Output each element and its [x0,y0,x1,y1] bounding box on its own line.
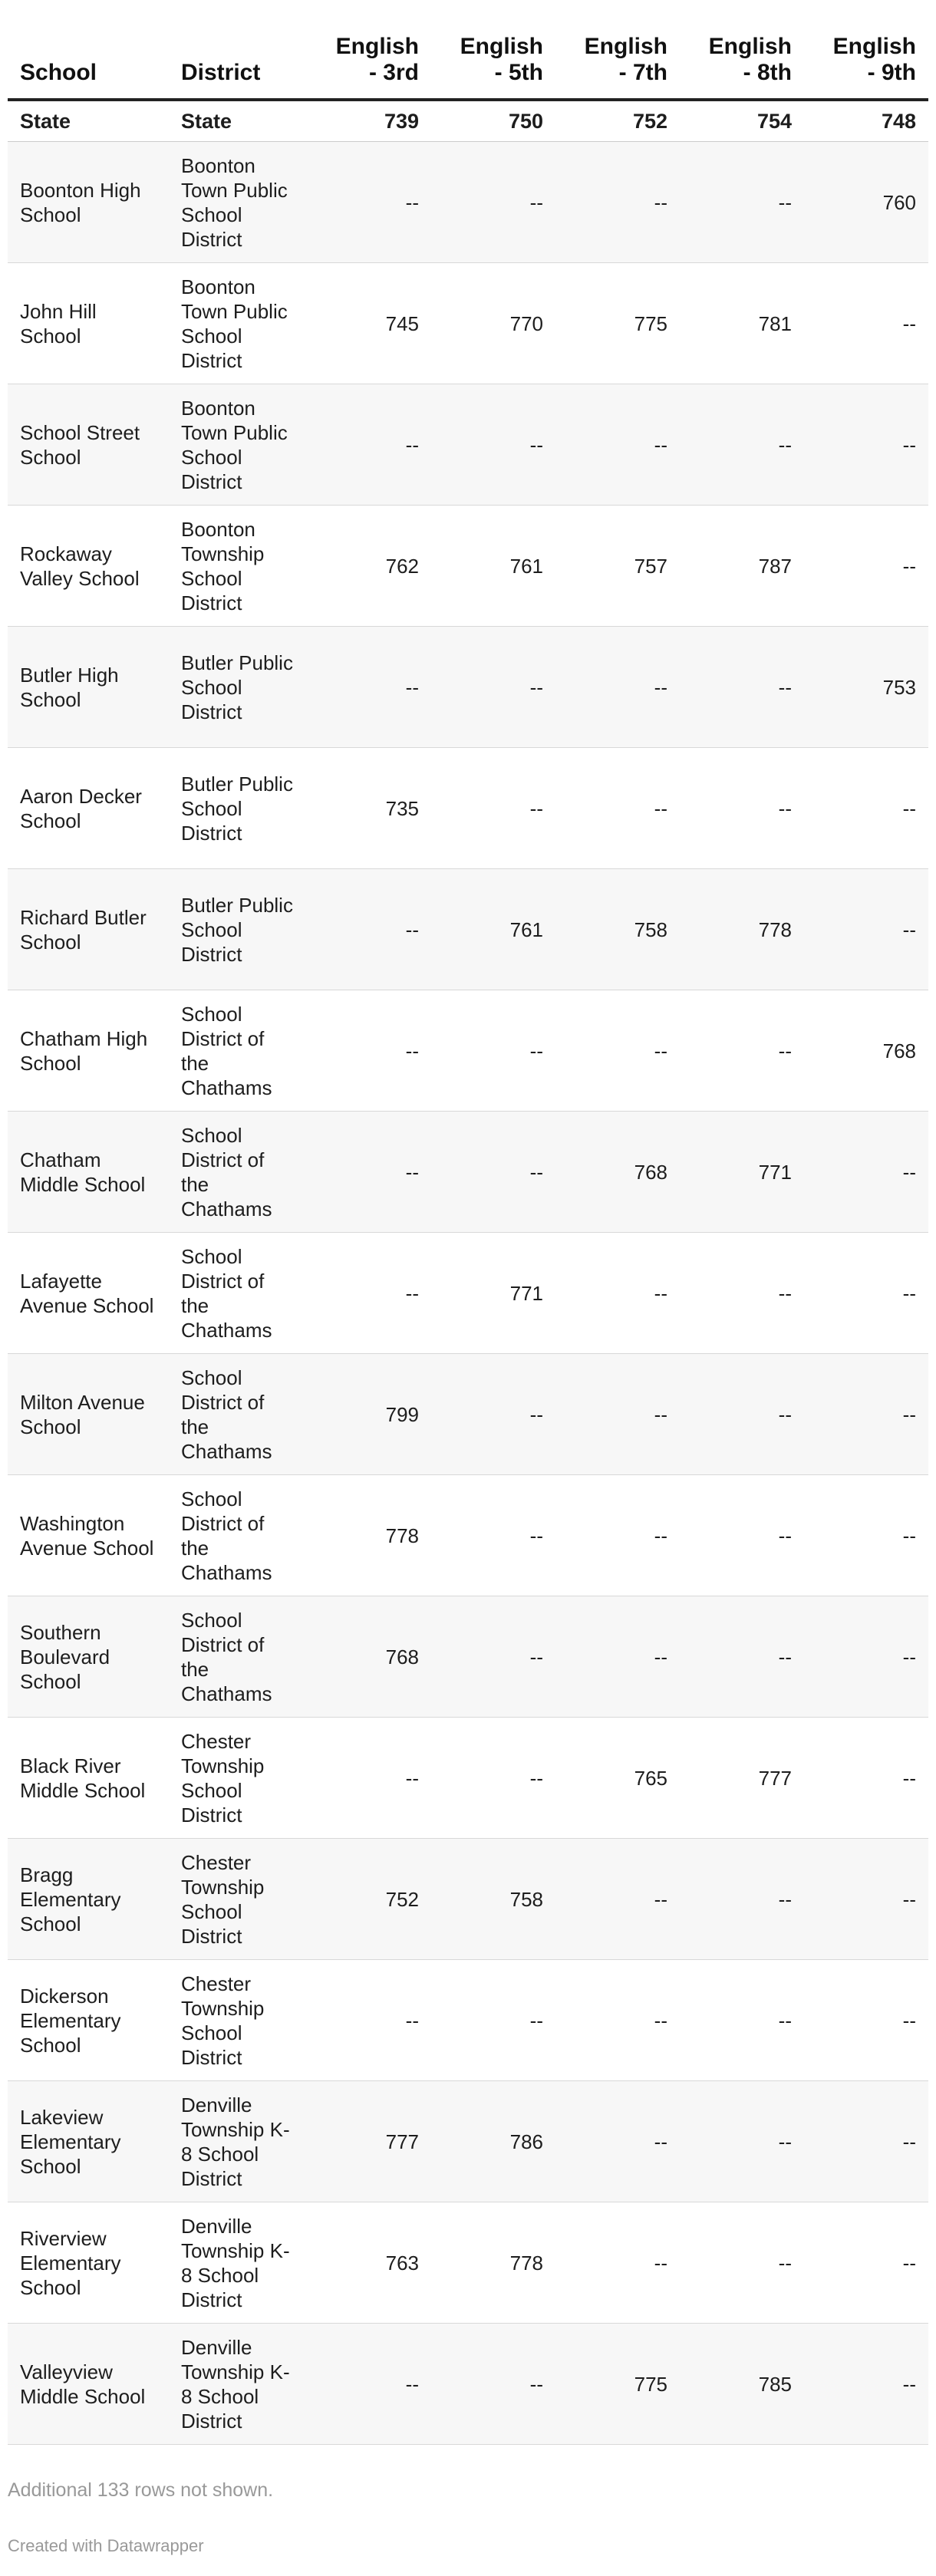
score-cell: 761 [431,869,555,990]
score-cell: -- [804,1596,928,1718]
column-header-text: - 3rd [368,60,419,85]
column-header-text: English [832,34,916,59]
score-cell: 753 [804,627,928,748]
state-score-cell: 752 [555,100,680,142]
column-header-text: School [20,60,97,85]
school-name-cell: Aaron Decker School [8,748,169,869]
column-header-text: - 8th [743,60,792,85]
score-cell: -- [804,748,928,869]
table-row [8,1960,928,2081]
table-row [8,1718,928,1839]
state-label-cell: State [8,100,169,142]
school-name-cell: John Hill School [8,263,169,384]
column-header-text: - 9th [867,60,916,85]
table-row [8,2202,928,2324]
score-cell: -- [680,990,804,1112]
school-name-cell: Milton Avenue School [8,1354,169,1475]
table-row [8,1112,928,1233]
school-name-cell: School Street School [8,384,169,506]
column-header-text: - 7th [618,60,667,85]
score-cell: 775 [555,263,680,384]
score-cell: -- [804,506,928,627]
column-header-text: English [584,34,667,59]
score-cell: 778 [680,869,804,990]
district-name-cell: School District of the Chathams [169,1475,307,1596]
score-cell: -- [804,1475,928,1596]
score-cell: 777 [307,2081,431,2202]
table-row [8,1354,928,1475]
district-name-cell: Butler Public School District [169,869,307,990]
score-cell: -- [555,142,680,263]
school-name-cell: Riverview Elementary School [8,2202,169,2324]
score-cell: -- [431,990,555,1112]
state-average-row [8,100,928,142]
score-cell: -- [804,1354,928,1475]
score-cell: -- [431,1596,555,1718]
score-cell: -- [555,384,680,506]
score-cell: -- [680,1839,804,1960]
score-cell: 781 [680,263,804,384]
score-cell: -- [431,1960,555,2081]
header-row [8,23,928,100]
score-cell: 771 [680,1112,804,1233]
score-cell: -- [804,869,928,990]
table-row [8,1596,928,1718]
score-cell: -- [307,1960,431,2081]
score-cell: -- [804,1839,928,1960]
data-table-container [8,23,928,2445]
score-cell: -- [680,1960,804,2081]
score-cell: 752 [307,1839,431,1960]
column-header-english-5[interactable] [680,23,804,100]
column-header-school[interactable] [8,23,169,100]
score-cell: 770 [431,263,555,384]
score-cell: -- [680,1233,804,1354]
school-name-cell: Washington Avenue School [8,1475,169,1596]
district-name-cell: Boonton Town Public School District [169,384,307,506]
score-cell: 786 [431,2081,555,2202]
district-name-cell: Denville Township K-8 School District [169,2081,307,2202]
school-name-cell: Black River Middle School [8,1718,169,1839]
score-cell: 757 [555,506,680,627]
score-cell: -- [680,748,804,869]
column-header-district[interactable] [169,23,307,100]
score-cell: 785 [680,2324,804,2445]
district-name-cell: Butler Public School District [169,627,307,748]
score-cell: -- [555,2202,680,2324]
table-row [8,506,928,627]
state-score-cell: 754 [680,100,804,142]
column-header-english-4[interactable] [555,23,680,100]
school-name-cell: Butler High School [8,627,169,748]
table-row [8,2081,928,2202]
school-name-cell: Chatham High School [8,990,169,1112]
table-row [8,990,928,1112]
score-cell: -- [307,990,431,1112]
table-row [8,627,928,748]
score-cell: -- [680,384,804,506]
score-cell: 777 [680,1718,804,1839]
table-header [8,23,928,100]
table-row [8,748,928,869]
score-cell: -- [804,1718,928,1839]
score-cell: 762 [307,506,431,627]
score-cell: -- [431,1718,555,1839]
score-cell: -- [555,1475,680,1596]
column-header-english-2[interactable] [307,23,431,100]
score-cell: -- [431,748,555,869]
score-cell: 799 [307,1354,431,1475]
score-cell: -- [804,1960,928,2081]
score-cell: -- [431,384,555,506]
column-header-text: English [335,34,419,59]
score-cell: -- [307,1233,431,1354]
score-cell: -- [431,1112,555,1233]
school-name-cell: Chatham Middle School [8,1112,169,1233]
table-row [8,263,928,384]
table-row [8,2324,928,2445]
score-cell: -- [555,1354,680,1475]
score-cell: -- [680,2081,804,2202]
district-name-cell: Boonton Township School District [169,506,307,627]
school-name-cell: Richard Butler School [8,869,169,990]
table-row [8,1233,928,1354]
score-cell: -- [307,627,431,748]
score-cell: -- [555,2081,680,2202]
score-cell: -- [680,142,804,263]
state-score-cell: 739 [307,100,431,142]
district-name-cell: Boonton Town Public School District [169,263,307,384]
state-district-cell: State [169,100,307,142]
score-cell: 763 [307,2202,431,2324]
district-name-cell: Butler Public School District [169,748,307,869]
score-cell: -- [431,1354,555,1475]
score-cell: -- [555,990,680,1112]
column-header-english-3[interactable] [431,23,555,100]
score-cell: 765 [555,1718,680,1839]
table-row [8,384,928,506]
table-body [8,100,928,2445]
score-cell: -- [804,2324,928,2445]
district-name-cell: School District of the Chathams [169,1233,307,1354]
district-name-cell: School District of the Chathams [169,990,307,1112]
score-cell: 771 [431,1233,555,1354]
school-name-cell: Lakeview Elementary School [8,2081,169,2202]
score-cell: 761 [431,506,555,627]
score-cell: 760 [804,142,928,263]
district-name-cell: Boonton Town Public School District [169,142,307,263]
score-cell: -- [555,1233,680,1354]
score-cell: -- [555,627,680,748]
score-cell: -- [680,2202,804,2324]
table-row [8,142,928,263]
score-cell: -- [555,748,680,869]
column-header-english-6[interactable] [804,23,928,100]
district-name-cell: Chester Township School District [169,1839,307,1960]
score-cell: -- [555,1839,680,1960]
score-cell: -- [680,1475,804,1596]
score-cell: -- [431,627,555,748]
score-cell: 775 [555,2324,680,2445]
district-name-cell: School District of the Chathams [169,1112,307,1233]
column-header-text: English [708,34,792,59]
score-cell: -- [680,627,804,748]
score-cell: 735 [307,748,431,869]
school-name-cell: Bragg Elementary School [8,1839,169,1960]
score-cell: -- [555,1960,680,2081]
score-cell: -- [431,142,555,263]
score-cell: -- [804,2081,928,2202]
district-name-cell: Denville Township K-8 School District [169,2324,307,2445]
district-name-cell: Chester Township School District [169,1960,307,2081]
score-cell: -- [804,1112,928,1233]
score-cell: 768 [804,990,928,1112]
score-cell: -- [680,1354,804,1475]
score-cell: -- [307,869,431,990]
score-cell: -- [804,384,928,506]
table-row [8,869,928,990]
school-name-cell: Rockaway Valley School [8,506,169,627]
school-name-cell: Valleyview Middle School [8,2324,169,2445]
school-name-cell: Southern Boulevard School [8,1596,169,1718]
score-cell: 768 [307,1596,431,1718]
score-cell: 778 [431,2202,555,2324]
district-name-cell: Chester Township School District [169,1718,307,1839]
score-cell: 758 [555,869,680,990]
score-cell: -- [804,1233,928,1354]
column-header-text: - 5th [494,60,543,85]
column-header-text: District [181,60,261,85]
score-cell: -- [680,1596,804,1718]
score-cell: -- [804,2202,928,2324]
column-header-text: English [460,34,543,59]
score-cell: 758 [431,1839,555,1960]
score-cell: -- [307,2324,431,2445]
score-cell: -- [431,1475,555,1596]
score-cell: -- [307,384,431,506]
district-name-cell: School District of the Chathams [169,1354,307,1475]
school-scores-table [8,23,928,2445]
state-score-cell: 750 [431,100,555,142]
school-name-cell: Dickerson Elementary School [8,1960,169,2081]
table-row [8,1839,928,1960]
score-cell: -- [307,1718,431,1839]
school-name-cell: Lafayette Avenue School [8,1233,169,1354]
score-cell: -- [431,2324,555,2445]
state-score-cell: 748 [804,100,928,142]
table-row [8,1475,928,1596]
score-cell: -- [804,263,928,384]
score-cell: -- [555,1596,680,1718]
district-name-cell: School District of the Chathams [169,1596,307,1718]
score-cell: 778 [307,1475,431,1596]
score-cell: -- [307,142,431,263]
district-name-cell: Denville Township K-8 School District [169,2202,307,2324]
rows-not-shown-note: Additional 133 rows not shown. [8,2479,274,2501]
score-cell: 787 [680,506,804,627]
datawrapper-credit: Created with Datawrapper [8,2536,204,2555]
score-cell: 768 [555,1112,680,1233]
school-name-cell: Boonton High School [8,142,169,263]
score-cell: 745 [307,263,431,384]
score-cell: -- [307,1112,431,1233]
